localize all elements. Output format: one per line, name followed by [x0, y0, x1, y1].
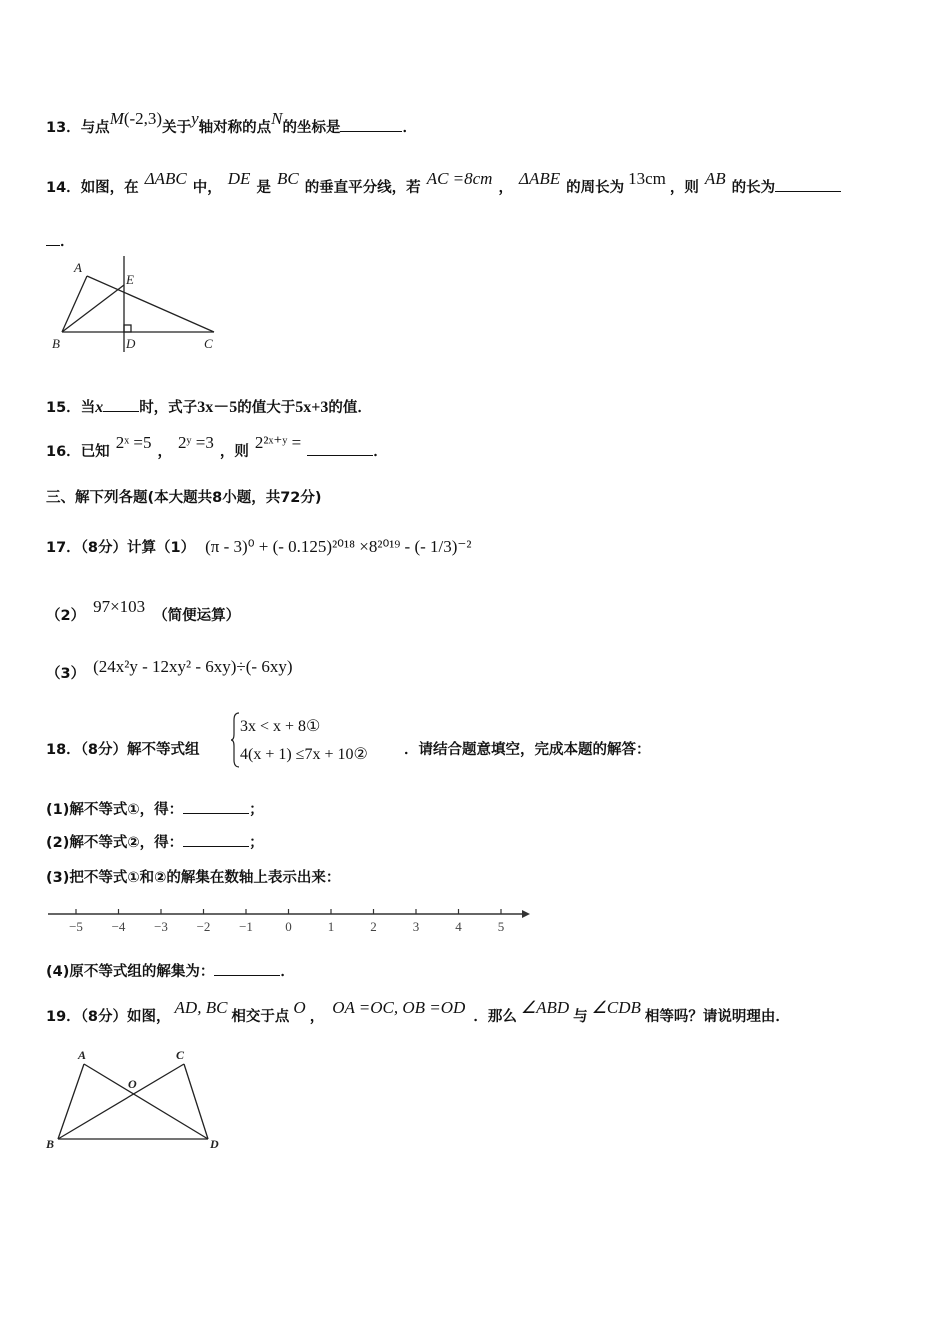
q14-text-7: ，则 — [669, 180, 699, 196]
q16-comma: ， — [157, 444, 172, 460]
q19-angle-cdb: ∠CDB — [591, 998, 641, 1017]
q17-text-1: 计算（1） — [127, 540, 196, 556]
q19-text-3: ， — [309, 1009, 325, 1025]
q19-text-4: ．那么 — [473, 1009, 517, 1025]
q13-text-3: 轴对称的点 — [198, 120, 272, 136]
q18-score: （8分） — [80, 742, 128, 758]
answer-blank[interactable] — [183, 832, 249, 847]
answer-blank[interactable] — [340, 117, 402, 132]
q16-eq-2: 2ʸ =3 — [177, 433, 214, 452]
q16-number: 16． — [46, 444, 81, 460]
q14-bc: BC — [276, 169, 299, 188]
question-14 — [46, 169, 841, 197]
answer-blank[interactable] — [103, 397, 139, 412]
q17-expr-1: (π - 3)⁰ + (- 0.125)²⁰¹⁸ ×8²⁰¹⁹ - (- 1/3)⁻² — [205, 537, 472, 556]
segment-cd — [184, 1064, 208, 1139]
q14-ab: AB — [704, 169, 726, 188]
question-18-text-2: ．请结合题意填空，完成本题的解答： — [404, 742, 651, 758]
number-line-label: 0 — [285, 919, 292, 934]
question-17-part-2 — [46, 597, 241, 625]
q19-text-6: 相等吗？请说明理由． — [644, 1009, 790, 1025]
q17-part3-expr: (24x²y - 12xy² - 6xy)÷(- 6xy) — [93, 657, 293, 676]
fig19-label-b: B — [46, 1137, 55, 1151]
q17-score: （8分） — [80, 540, 128, 556]
q13-coord: (-2,3) — [123, 109, 163, 128]
number-line-label: −5 — [69, 919, 83, 934]
answer-blank[interactable] — [214, 961, 280, 976]
q18-step-2 — [46, 831, 264, 852]
fig14-label-b: B — [52, 336, 60, 351]
q18-step-3: (3)把不等式①和②的解集在数轴上表示出来： — [46, 870, 341, 886]
fig19-label-o: O — [128, 1077, 137, 1091]
number-line-label: −3 — [154, 919, 168, 934]
q13-point-n: N — [271, 109, 283, 128]
q16-text-2: ，则 — [219, 444, 249, 460]
q14-end: ． — [60, 234, 75, 250]
q18-step2-text: (2)解不等式②，得： — [46, 835, 184, 851]
q14-text-3: 是 — [256, 180, 271, 196]
number-line-arrow — [522, 910, 530, 918]
q14-text-4: 的垂直平分线，若 — [304, 180, 421, 196]
q13-axis: y — [191, 109, 199, 128]
q14-text-8: 的长为 — [731, 180, 776, 196]
q18-step4-end: ． — [280, 964, 295, 980]
number-line-label: −1 — [239, 919, 253, 934]
q15-text-4: 的值． — [328, 400, 372, 416]
answer-blank-cont[interactable] — [46, 231, 60, 246]
q18-step1-end: ； — [249, 802, 264, 818]
q16-expr: 2²ˣ⁺ʸ = — [254, 433, 302, 452]
number-line-label: −4 — [111, 919, 126, 934]
q13-end: ． — [402, 120, 417, 136]
segment-ac — [87, 276, 214, 332]
segment-be — [62, 285, 124, 332]
q19-figure — [44, 1046, 234, 1152]
q15-expr-1: 3x－5 — [197, 399, 238, 416]
answer-blank[interactable] — [183, 799, 249, 814]
q16-end: ． — [373, 444, 388, 460]
q14-triangle-abc: ΔABC — [144, 169, 187, 188]
q14-de: DE — [227, 169, 251, 188]
q17-part3-label: （3） — [46, 666, 86, 682]
q15-expr-2: 5x+3 — [295, 399, 329, 416]
fig19-label-a: A — [78, 1048, 87, 1062]
fig19-label-d: D — [210, 1137, 219, 1151]
q14-text-1: 如图，在 — [80, 180, 139, 196]
q14-text-6: 的周长为 — [566, 180, 625, 196]
right-angle-mark — [124, 325, 131, 332]
q14-ac: AC =8cm — [426, 169, 493, 188]
number-line — [46, 900, 536, 940]
q16-text-1: 已知 — [80, 444, 110, 460]
q19-text-5: 与 — [573, 1009, 588, 1025]
q17-part2-note: （简便运算） — [153, 608, 241, 624]
q18-text-1: 解不等式组 — [127, 742, 200, 758]
number-line-label: −2 — [196, 919, 211, 934]
q19-text-2: 相交于点 — [231, 1009, 290, 1025]
q14-number: 14． — [46, 180, 81, 196]
q18-step-4 — [46, 960, 295, 981]
q14-triangle-abe: ΔABE — [518, 169, 561, 188]
fig19-label-c: C — [176, 1048, 185, 1062]
question-18 — [46, 738, 200, 759]
q18-step4-text: (4)原不等式组的解集为： — [46, 964, 215, 980]
q15-number: 15． — [46, 400, 81, 416]
q14-text-2: 中， — [192, 180, 222, 196]
number-line-label: 2 — [370, 919, 377, 934]
q15-text-2: 时，式子 — [139, 400, 198, 416]
segment-cb — [58, 1064, 184, 1139]
q13-text-4: 的坐标是 — [282, 120, 341, 136]
q17-part2-expr: 97×103 — [93, 597, 146, 616]
q15-text-1: 当 — [80, 400, 96, 416]
q19-ad-bc: AD, BC — [174, 998, 228, 1017]
q19-point-o: O — [293, 998, 306, 1017]
number-line-label: 3 — [412, 919, 420, 934]
q19-text-1: 如图， — [127, 1009, 171, 1025]
question-19 — [46, 998, 790, 1026]
question-17 — [46, 536, 471, 557]
q18-step2-end: ； — [249, 835, 264, 851]
question-15 — [46, 394, 372, 417]
q19-condition: OA =OC, OB =OD — [332, 998, 466, 1017]
section-3-title: 三、解下列各题(本大题共8小题，共72分) — [46, 490, 322, 506]
question-17-part-3 — [46, 657, 293, 683]
segment-ad — [84, 1064, 208, 1139]
number-line-label: 1 — [327, 919, 335, 934]
segment-ba — [62, 276, 87, 332]
q17-part2-label: （2） — [46, 608, 86, 624]
q13-number: 13． — [46, 120, 81, 136]
q13-point-m: M — [109, 109, 124, 128]
fig14-label-d: D — [126, 336, 136, 351]
q13-text-1: 与点 — [80, 120, 110, 136]
number-line-label: 4 — [455, 919, 462, 934]
q18-step1-text: (1)解不等式①，得： — [46, 802, 184, 818]
q19-number: 19． — [46, 1009, 81, 1025]
q14-text-5: ， — [498, 180, 513, 196]
q14-figure — [46, 252, 226, 356]
fig14-label-a: A — [74, 260, 82, 275]
fig14-label-e: E — [126, 272, 134, 287]
fig14-label-c: C — [204, 336, 213, 351]
number-line-label: 5 — [497, 919, 505, 934]
q13-text-2: 关于 — [162, 120, 192, 136]
q16-eq-1: 2ˣ =5 — [115, 433, 152, 452]
q15-text-3: 的值大于 — [237, 400, 296, 416]
question-13 — [46, 109, 417, 137]
q18-step-1 — [46, 798, 264, 819]
q17-number: 17． — [46, 540, 81, 556]
question-14-cont — [46, 230, 75, 251]
q19-score: （8分） — [80, 1009, 128, 1025]
q14-perimeter: 13cm — [628, 169, 666, 188]
inequality-2: 4(x + 1) ≤7x + 10② — [240, 746, 368, 763]
inequality-1: 3x < x + 8① — [240, 718, 321, 735]
answer-blank[interactable] — [775, 177, 841, 192]
answer-blank[interactable] — [307, 441, 373, 456]
q19-angle-abd: ∠ABD — [520, 998, 570, 1017]
q15-variable-x: x — [95, 399, 104, 416]
segment-ab — [58, 1064, 84, 1139]
question-16 — [46, 433, 388, 461]
q18-number: 18． — [46, 742, 81, 758]
